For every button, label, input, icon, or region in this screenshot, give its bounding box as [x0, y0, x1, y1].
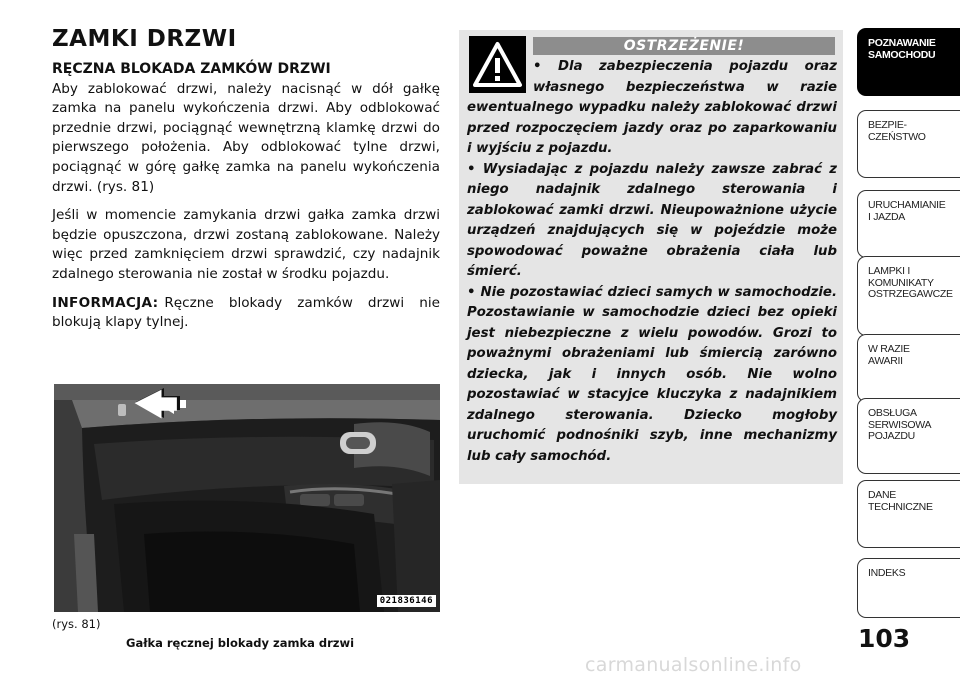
tab-obsluga-serwisowa[interactable]: OBSŁUGA SERWISOWA POJAZDU	[857, 398, 960, 474]
paragraph-lock-instructions: Aby zablokować drzwi, należy nacisnąć w dół gałkę zamka na panelu wykończenia drzwi. Aby odblokować przednie drzwi, pociągnąć wewnętrzną klamkę drzwi do pierwszego położenia. Aby odblokować tylne drzwi, pociągnąć w górę gałkę zamka na panelu wykończenia drzwi. (rys. 81)	[52, 80, 440, 195]
tab-uruchamianie-i-jazda[interactable]: URUCHAMIANIE I JAZDA	[857, 190, 960, 258]
info-note	[52, 294, 440, 333]
info-label: INFORMACJA:	[52, 294, 159, 311]
watermark: carmanualsonline.info	[585, 654, 802, 676]
section-subheading: RĘCZNA BLOKADA ZAMKÓW DRZWI	[52, 61, 331, 77]
info-text: Ręczne blokady zamków drzwi nie blokują klapy tylnej.	[52, 294, 440, 331]
tab-w-razie-awarii[interactable]: W RAZIE AWARII	[857, 334, 960, 402]
warning-text	[467, 57, 837, 467]
page-number: 103	[858, 624, 911, 653]
figure-reference: (rys. 81)	[52, 617, 101, 631]
warning-item-1: • Dla zabezpieczenia pojazdu oraz własnego bezpieczeństwa w razie ewentualnego wypadku należy zablokować drzwi przed rozpoczęciem jazdy oraz po zaparkowaniu i wyjściu z pojazdu.	[467, 59, 837, 156]
figure-caption: Gałka ręcznej blokady zamka drzwi	[126, 636, 355, 650]
figure-code: 021836146	[377, 595, 436, 607]
tab-poznawanie-samochodu[interactable]: POZNAWANIE SAMOCHODU	[857, 28, 960, 96]
warning-item-3: • Nie pozostawiać dzieci samych w samochodzie. Pozostawianie w samochodzie dzieci bez opieki jest niebezpieczne z wielu powodów. Grozi to poważnymi obrażeniami lub śmiercią zarówno dziecka, jak i innych osób. Nie wolno pozostawiać w stacyjce kluczyka z nadajnikiem zdalnego sterowania. Dziecko mogłoby uruchomić podnośniki szyb, inne mechanizmy lub cały samochód.	[467, 284, 837, 464]
door-panel-illustration	[54, 384, 440, 612]
warning-header: OSTRZEŻENIE!	[533, 37, 835, 55]
tab-dane-techniczne[interactable]: DANE TECHNICZNE	[857, 480, 960, 548]
tab-bezpieczenstwo[interactable]: BEZPIE- CZEŃSTWO	[857, 110, 960, 178]
page-title: ZAMKI DRZWI	[52, 26, 237, 52]
warning-box	[459, 30, 843, 484]
tab-lampki-i-komunikaty[interactable]: LAMPKI I KOMUNIKATY OSTRZEGAWCZE	[857, 256, 960, 336]
door-panel-figure	[54, 384, 440, 612]
warning-item-2: • Wysiadając z pojazdu należy zawsze zabrać z niego nadajnik zdalnego sterowania i zablokować zamki drzwi. Nieupoważnione użycie urządzeń znajdujących się w pojeździe może spowodować poważne obrażenia ciała lub śmierć.	[467, 161, 837, 279]
main-text-column	[52, 60, 440, 342]
tab-indeks[interactable]: INDEKS	[857, 558, 960, 618]
paragraph-lock-warning: Jeśli w momencie zamykania drzwi gałka zamka drzwi będzie opuszczona, drzwi zostaną zablokowane. Należy więc przed zamknięciem drzwi sprawdzić, czy nadajnik zdalnego sterowania nie został w środku pojazdu.	[52, 207, 440, 282]
